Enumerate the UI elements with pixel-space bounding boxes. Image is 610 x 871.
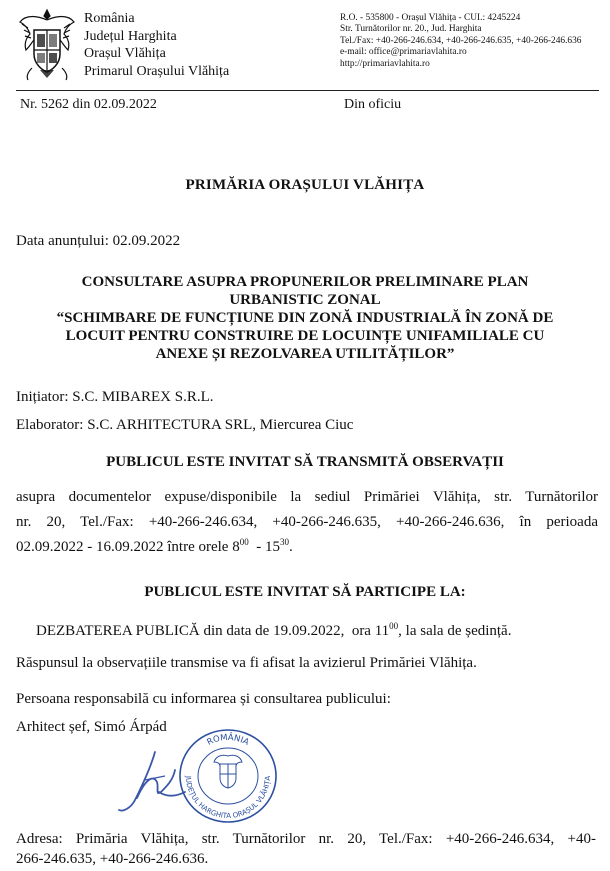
paragraph-line: nr. 20, Tel./Fax: +40-266-246.634, +40-266-246.635, +40-266-246.636, în perioada	[16, 514, 598, 530]
document-origin: Din oficiu	[344, 97, 402, 112]
consultation-title-line: CONSULTARE ASUPRA PROPUNERILOR PRELIMINARE PLAN	[81, 274, 529, 290]
consultation-title-line: URBANISTIC ZONAL	[229, 292, 381, 308]
consultation-title-line: ANEXE ȘI REZOLVAREA UTILITĂȚILOR”	[155, 346, 455, 362]
coat-of-arms-icon	[18, 6, 76, 82]
issuer-line: România	[84, 11, 135, 26]
responsible-label: Persoana responsabilă cu informarea și consultarea publicului:	[16, 691, 391, 707]
issuer-line: Județul Harghita	[84, 28, 177, 44]
consultation-title-line: “SCHIMBARE DE FUNCȚIUNE DIN ZONĂ INDUSTRIALĂ ÎN ZONĂ DE	[56, 310, 554, 326]
footer-line: Adresa: Primăria Vlăhița, str. Turnătorilor nr. 20, Tel./Fax: +40-266-246.634, +40-	[16, 831, 596, 847]
public-debate: DEZBATEREA PUBLICĂ din data de 19.09.2022, ora $11^{00}$, la sala de ședință.	[36, 621, 512, 639]
observations-heading: PUBLICUL ESTE INVITAT SĂ TRANSMITĂ OBSERVAȚII	[106, 454, 504, 470]
issuer-line: Orașul Vlăhița	[84, 46, 166, 61]
stamp-bottom-text: JUDEȚUL HARGHITA ORAȘUL VLĂHIȚA	[183, 775, 273, 821]
page-title: PRIMĂRIA ORAȘULUI VLĂHIȚA	[185, 177, 425, 193]
contact-line: R.O. - 535800 - Orașul Vlăhița - CUI.: 4245224	[340, 13, 521, 23]
footer-address	[16, 829, 596, 869]
consultation-title-line: LOCUIT PENTRU CONSTRUIRE DE LOCUINȚE UNIFAMILIALE CU	[65, 328, 545, 344]
contact-website[interactable]: http://primariavlahita.ro	[340, 58, 430, 69]
response-notice: Răspunsul la observațiile transmise va fi afisat la avizierul Primăriei Vlăhița.	[16, 655, 477, 671]
contact-block	[340, 13, 581, 70]
issuer-line: Primarul Orașului Vlăhița	[84, 63, 230, 79]
paragraph-line: asupra documentelor expuse/disponibile la sediul Primăriei Vlăhița, str. Turnătorilor	[16, 489, 598, 505]
footer-line: 266-246.635, +40-266-246.636.	[16, 851, 209, 867]
announcement-date: Data anunțului: 02.09.2022	[16, 233, 181, 249]
participate-heading: PUBLICUL ESTE INVITAT SĂ PARTICIPE LA:	[144, 584, 466, 600]
contact-email[interactable]: e-mail: office@primariavlahita.ro	[340, 47, 467, 58]
reference-number: Nr. 5262 din 02.09.2022	[20, 97, 157, 112]
header-divider	[16, 90, 599, 91]
official-stamp	[168, 726, 288, 826]
stamp-top-text: ROMÂNIA	[205, 732, 251, 748]
consultation-title	[20, 273, 590, 363]
responsible-name: Arhitect șef, Simó Árpád	[16, 719, 167, 735]
observations-paragraph	[16, 485, 598, 560]
contact-line: Tel./Fax: +40-266-246.634, +40-266-246.635, +40-266-246.636	[340, 35, 582, 46]
svg-text:ROMÂNIA	[206, 731, 251, 748]
initiator: Inițiator: S.C. MIBAREX S.R.L.	[16, 389, 214, 405]
consultation-period: 02.09.2022 - 16.09.2022 între orele $8^{00} - 15^{30}$.	[16, 537, 293, 555]
issuer-block	[84, 10, 229, 80]
elaborator: Elaborator: S.C. ARHITECTURA SRL, Miercurea Ciuc	[16, 417, 354, 433]
contact-line: Str. Turnătorilor nr. 20., Jud. Harghita	[340, 24, 482, 35]
